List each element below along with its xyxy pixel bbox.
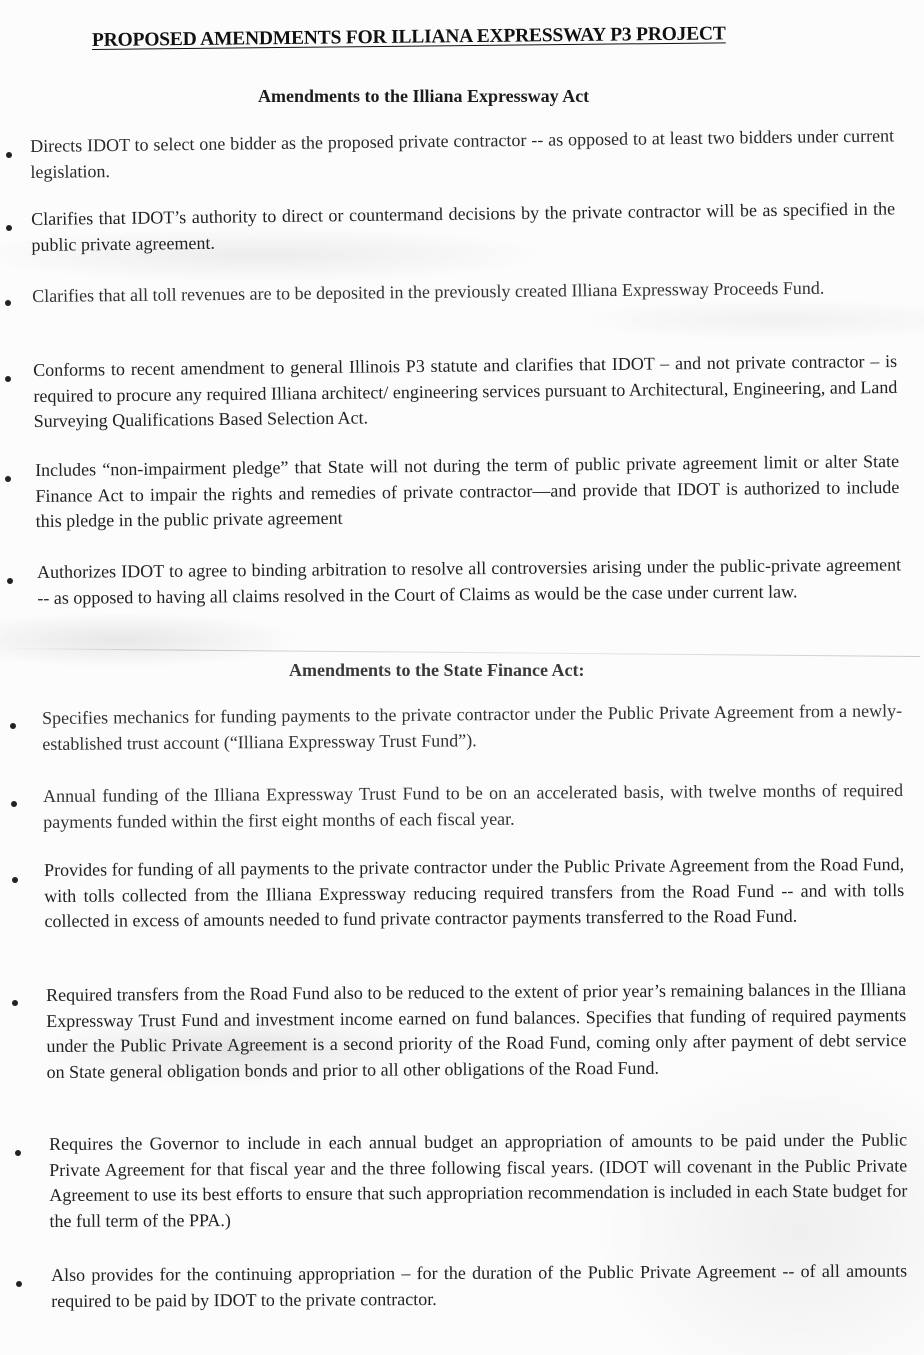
bullet-icon	[12, 1000, 18, 1006]
bullet-icon	[5, 376, 11, 382]
section-heading-illiana-act: Amendments to the Illiana Expressway Act	[258, 86, 590, 106]
bullet-icon	[5, 300, 11, 306]
bullet-icon	[5, 476, 11, 482]
paper-fold-line	[0, 648, 920, 657]
bullet-text: Clarifies that all toll revenues are to be deposited in the previously created Illiana Expressway Proceeds Fund.	[32, 277, 825, 306]
bullet-text: Authorizes IDOT to agree to binding arbitration to resolve all controversies arising under the public-private agreement -- as opposed to having all claims resolved in the Court of Claims as would be the case under current law.	[37, 554, 902, 608]
bullet-text: Also provides for the continuing appropriation – for the duration of the Public Private Agreement -- of all amounts required to be paid by IDOT to the private contractor.	[51, 1260, 908, 1311]
bullet-text: Specifies mechanics for funding payments to the private contractor under the Public Private Agreement from a newly-established trust account (“Illiana Expressway Trust Fund”).	[42, 700, 903, 754]
bullet-icon	[11, 801, 17, 807]
bullet-icon	[10, 723, 16, 729]
bullet-text: Includes “non-impairment pledge” that State will not during the term of public private agreement limit or alter State Finance Act to impair the rights and remedies of private contractor—and provide that IDOT is authorized to include this pledge in the public private agreement	[35, 450, 900, 531]
bullet-text: Provides for funding of all payments to the private contractor under the Public Private Agreement from the Road Fund, with tolls collected from the Illiana Expressway reducing required transfers from the Road Fund -- and with tolls collected in excess of amounts needed to fund private contractor payments transferred to the Road Fund.	[44, 853, 905, 931]
bullet-text: Requires the Governor to include in each annual budget an appropriation of amounts to be paid under the Public Private Agreement for that fiscal year and the three following fiscal years. (IDOT will covenant in the Public Private Agreement to use its best efforts to ensure that such appropriation recommendation is included in each State budget for the full term of the PPA.)	[49, 1129, 908, 1231]
bullet-icon	[6, 225, 12, 231]
bullet-text: Clarifies that IDOT’s authority to direct or countermand decisions by the private contractor will be as specified in the public private agreement.	[31, 198, 896, 255]
document-title: PROPOSED AMENDMENTS FOR ILLIANA EXPRESSWAY P3 PROJECT	[91, 23, 726, 51]
bullet-icon	[6, 152, 12, 158]
bullet-icon	[7, 578, 13, 584]
bullet-icon	[15, 1150, 21, 1156]
bullet-text: Conforms to recent amendment to general Illinois P3 statute and clarifies that IDOT – and not private contractor – is required to procure any required Illiana architect/ engineering services pursuant to Architectural, Engineering, and Land Surveying Qualifications Based Selection Act.	[33, 350, 898, 431]
bullet-icon	[16, 1281, 22, 1287]
section-heading-state-finance-act: Amendments to the State Finance Act:	[289, 660, 585, 680]
bullet-text: Directs IDOT to select one bidder as the proposed private contractor -- as opposed to at least two bidders under current legislation.	[30, 125, 895, 182]
bullet-icon	[12, 877, 18, 883]
bullet-text: Annual funding of the Illiana Expressway Trust Fund to be on an accelerated basis, with twelve months of required payments funded within the first eight months of each fiscal year.	[43, 779, 904, 832]
bullet-text: Required transfers from the Road Fund also to be reduced to the extent of prior year’s remaining balances in the Illiana Expressway Trust Fund and investment income earned on fund balances. Specifies that funding of required payments under the Public Private Agreement is a second priority of the Road Fund, coming only after payment of debt service on State general obligation bonds and prior to all other obligations of the Road Fund.	[46, 978, 907, 1082]
